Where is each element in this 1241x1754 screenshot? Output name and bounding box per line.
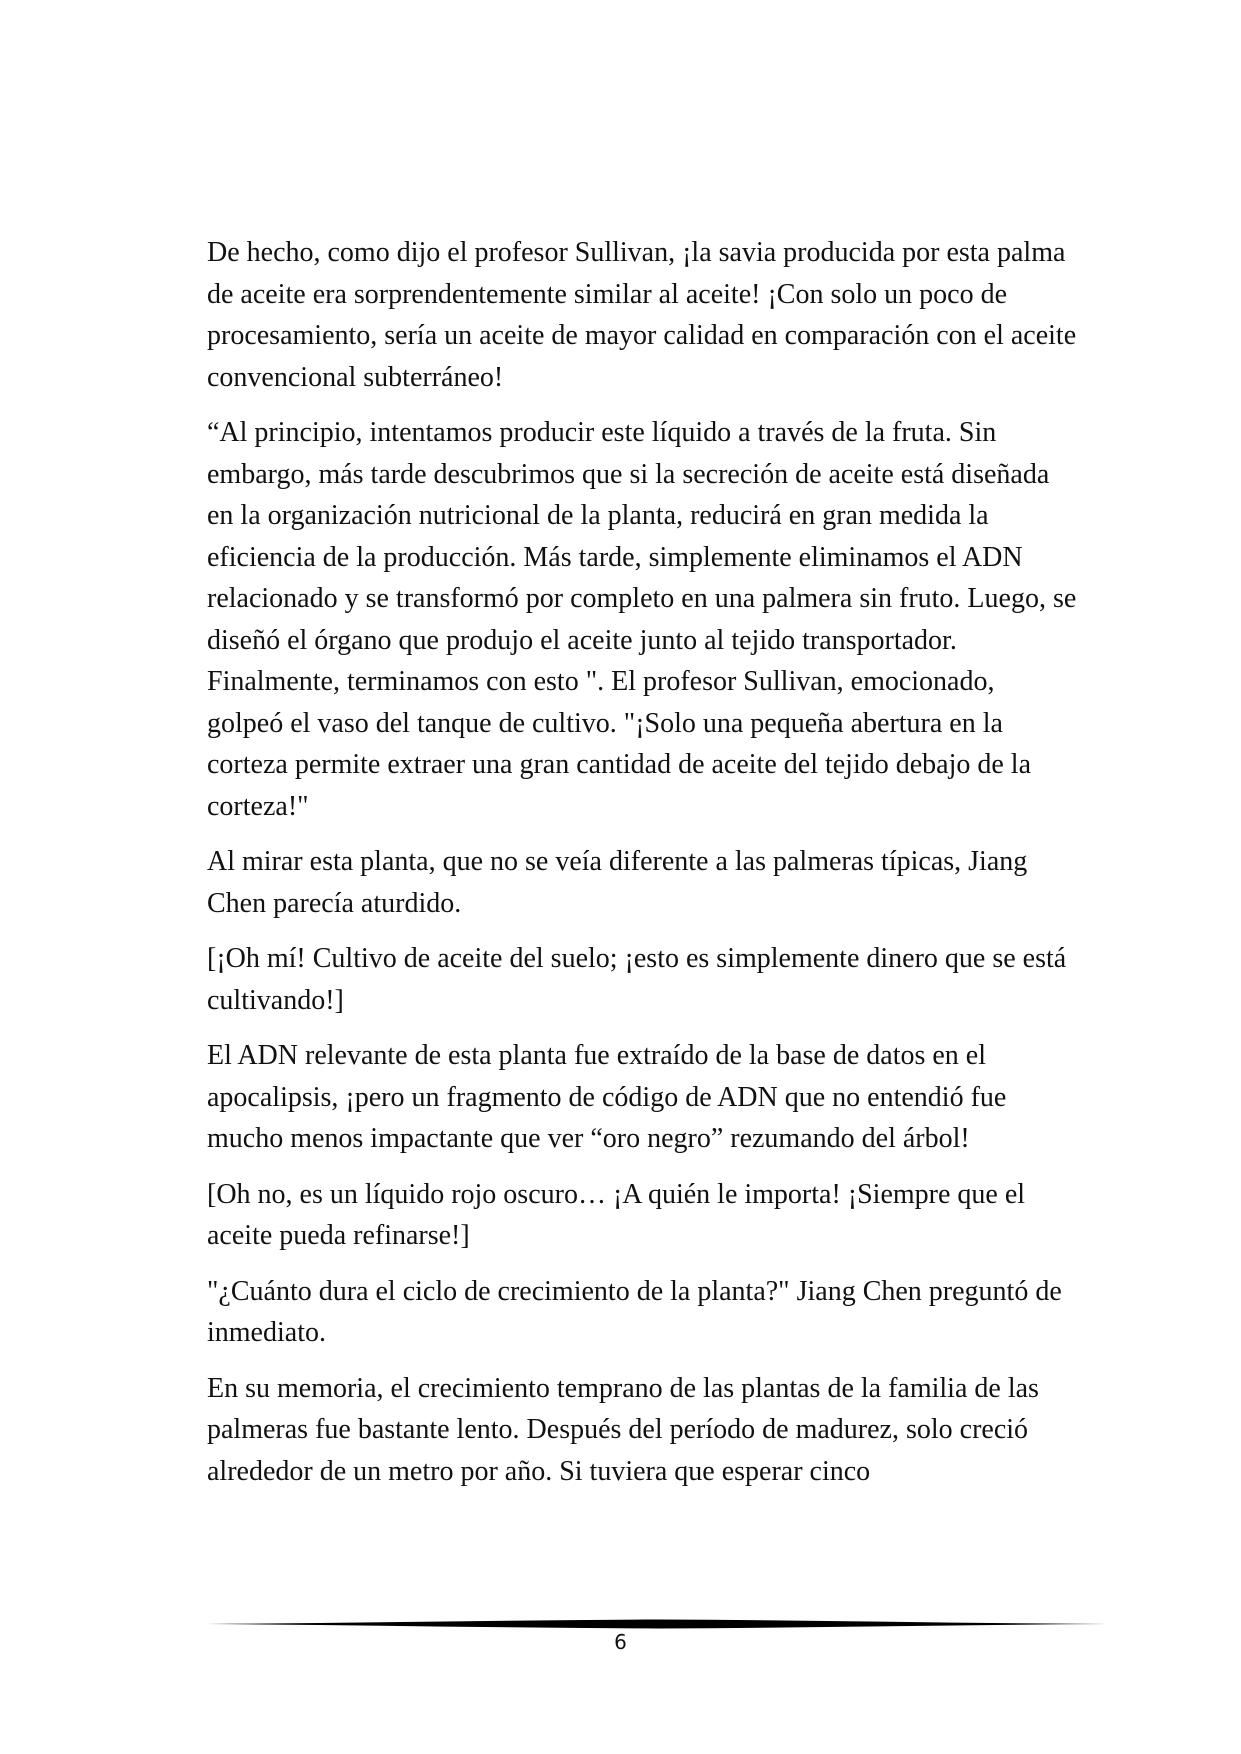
- paragraph-2: “Al principio, intentamos producir este líquido a través de la fruta. Sin embargo, más tarde descubrimos que si la secreción de aceite está diseñada en la organización nutricional de la planta, reducirá en gran medida la eficiencia de la producción. Más tarde, simplemente eliminamos el ADN relacionado y se transformó por completo en una palmera sin fruto. Luego, se diseñó el órgano que produjo el aceite junto al tejido transportador. Finalmente, terminamos con esto ". El profesor Sullivan, emocionado, golpeó el vaso del tanque de cultivo. "¡Solo una pequeña abertura en la corteza permite extraer una gran cantidad de aceite del tejido debajo de la corteza!": [207, 417, 1077, 822]
- footer-divider: [207, 1617, 1107, 1631]
- footer-divider-stroke: [207, 1620, 1107, 1629]
- paragraph-3: Al mirar esta planta, que no se veía diferente a las palmeras típicas, Jiang Chen parecía aturdido.: [207, 846, 1028, 919]
- paragraph-7: "¿Cuánto dura el ciclo de crecimiento de la planta?" Jiang Chen preguntó de inmediato.: [207, 1275, 1062, 1348]
- body-text: [207, 232, 1077, 1506]
- paragraph-1: De hecho, como dijo el profesor Sullivan, ¡la savia producida por esta palma de aceite era sorprendentemente similar al aceite! ¡Con solo un poco de procesamiento, sería un aceite de mayor calidad en comparación con el aceite convencional subterráneo!: [207, 237, 1077, 393]
- paragraph-5: El ADN relevante de esta planta fue extraído de la base de datos en el apocalipsis, ¡pero un fragmento de código de ADN que no entendió fue mucho menos impactante que ver “oro negro” rezumando del árbol!: [207, 1040, 1007, 1154]
- paragraph-6: [Oh no, es un líquido rojo oscuro… ¡A quién le importa! ¡Siempre que el aceite pueda refinarse!]: [207, 1178, 1026, 1251]
- page-number: 6: [614, 1630, 627, 1654]
- paragraph-8: En su memoria, el crecimiento temprano de las plantas de la familia de las palmeras fue bastante lento. Después del período de madurez, solo creció alrededor de un metro por año. Si tuviera que esperar cinco: [207, 1372, 1039, 1487]
- paragraph-4: [¡Oh mí! Cultivo de aceite del suelo; ¡esto es simplemente dinero que se está cultivando!]: [207, 943, 1067, 1016]
